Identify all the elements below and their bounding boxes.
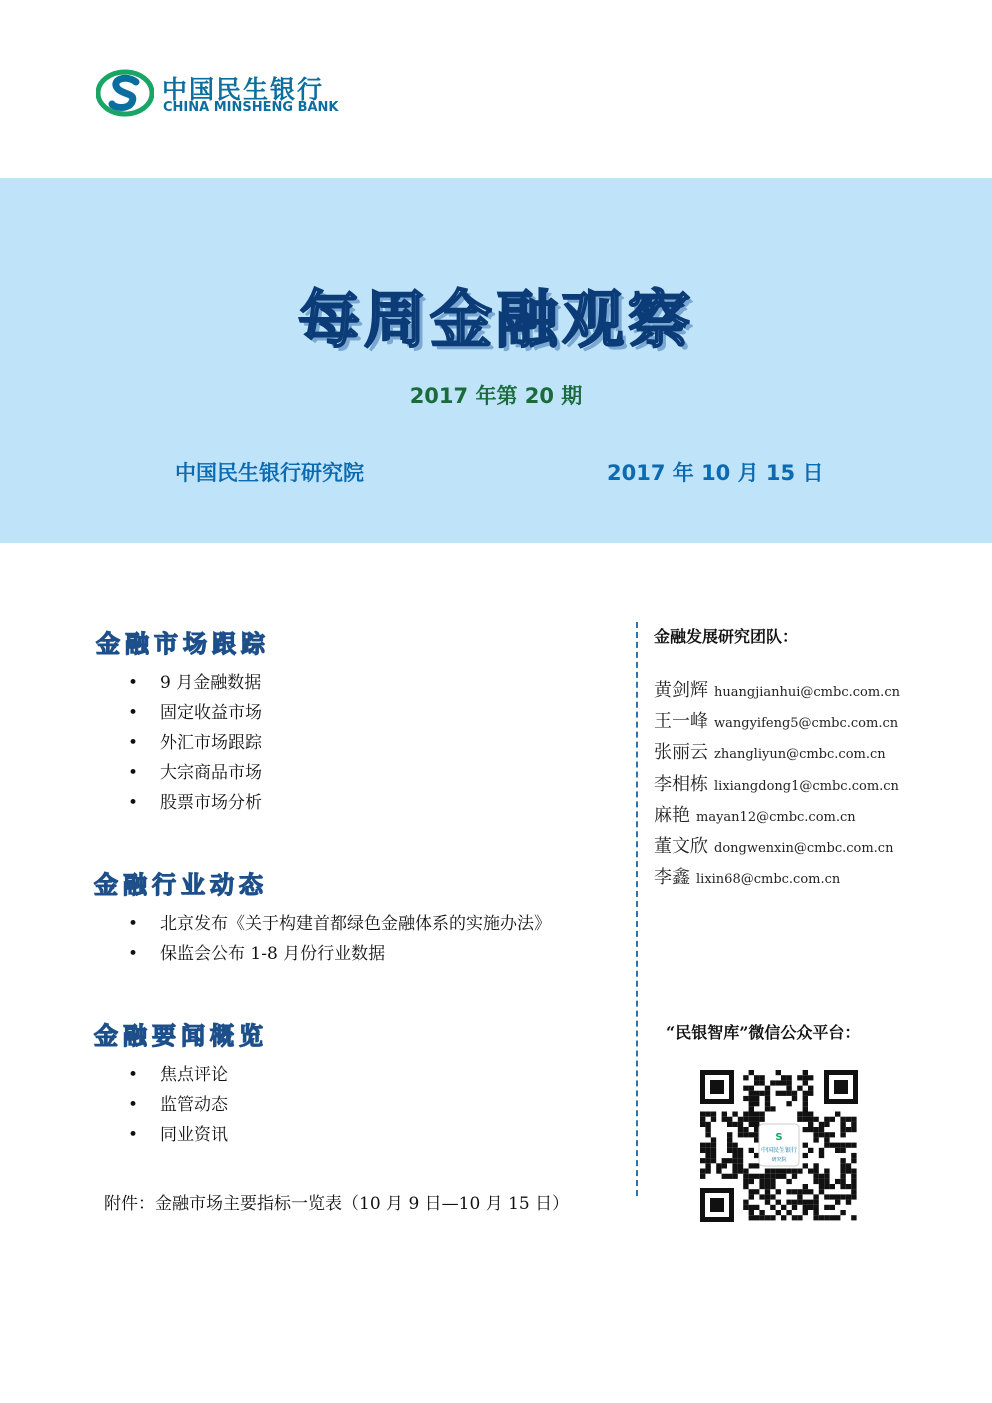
member-name: 王一峰 [654,711,708,732]
list-item: • 保监会公布 1-8 月份行业数据 [128,939,551,969]
section-title-industry-news: 金融行业动态 [94,870,268,899]
member-name: 李鑫 [654,867,690,888]
member-name: 董文欣 [654,836,708,857]
section-title-market-tracking: 金融市场跟踪 [96,629,270,658]
member-name: 黄剑辉 [654,680,708,701]
issue-number: 2017 年第 20 期 [409,384,583,408]
minsheng-logo-icon [96,68,154,118]
section-title-news-overview: 金融要闻概览 [94,1021,268,1050]
member-email[interactable]: mayan12@cmbc.com.cn [696,810,856,825]
list-item: • 焦点评论 [128,1060,228,1090]
member-email[interactable]: lixin68@cmbc.com.cn [696,872,841,887]
news-overview-list [128,1060,228,1150]
member-name: 李相栋 [654,774,708,795]
team-member [654,739,886,767]
list-item: • 固定收益市场 [128,698,262,728]
wechat-qr-code-icon[interactable] [698,1068,860,1224]
team-title: 金融发展研究团队： [654,627,799,646]
list-item: • 外汇市场跟踪 [128,728,262,758]
qr-center-sub: 研究院 [771,1157,787,1163]
appendix-note: 附件：金融市场主要指标一览表（10 月 9 日—10 月 15 日） [104,1194,570,1214]
column-divider [636,622,638,1196]
team-member [654,802,856,830]
publish-date: 2017 年 10 月 15 日 [607,461,824,485]
list-item: • 大宗商品市场 [128,758,262,788]
member-email[interactable]: dongwenxin@cmbc.com.cn [714,841,894,856]
qr-center-text: 中国民生银行 [760,1147,798,1154]
list-item: • 9 月金融数据 [128,668,262,698]
member-email[interactable]: wangyifeng5@cmbc.com.cn [714,716,899,731]
svg-text:S: S [775,1132,783,1143]
title-banner [0,178,992,543]
institute-name: 中国民生银行研究院 [175,461,364,485]
member-email[interactable]: huangjianhui@cmbc.com.cn [714,685,900,700]
member-email[interactable]: lixiangdong1@cmbc.com.cn [714,779,899,794]
industry-news-list [128,909,551,969]
market-tracking-list [128,668,262,818]
member-email[interactable]: zhangliyun@cmbc.com.cn [714,747,886,762]
team-member [654,677,900,705]
member-name: 张丽云 [654,742,708,763]
wechat-label: “民银智库”微信公众平台： [666,1023,861,1042]
logo-name-en: CHINA MINSHENG BANK [163,100,339,115]
team-member [654,771,899,799]
list-item: • 同业资讯 [128,1120,228,1150]
list-item: • 股票市场分析 [128,788,262,818]
list-item: • 北京发布《关于构建首都绿色金融体系的实施办法》 [128,909,551,939]
member-name: 麻艳 [654,805,690,826]
list-item: • 监管动态 [128,1090,228,1120]
team-member [654,833,893,861]
team-member [654,708,898,736]
team-member [654,864,840,892]
report-title: 每周金融观察 [297,283,694,356]
logo-name-cn: 中国民生银行 [162,75,325,104]
